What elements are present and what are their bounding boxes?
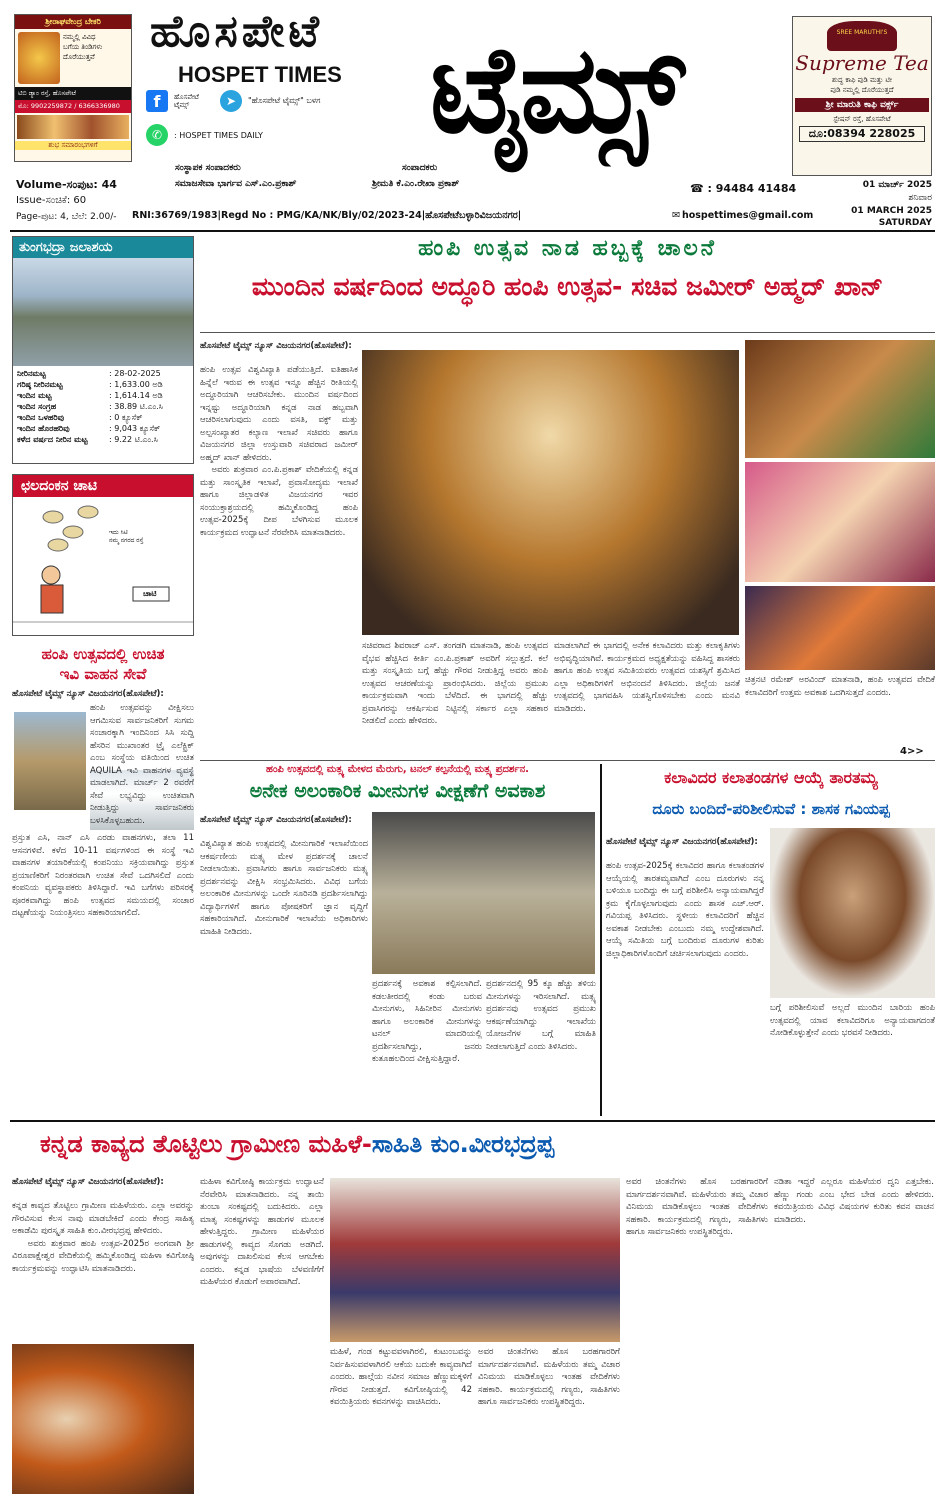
- dam-row: [17, 379, 189, 390]
- ad-right-line2: ಪುಡಿ ನಮ್ಮಲ್ಲಿ ದೊರೆಯುತ್ತದೆ: [830, 86, 894, 94]
- artist-headline: ದೂರು ಬಂದಿದೆ-ಪರಿಶೀಲಿಸುವೆ : ಶಾಸಕ ಗವಿಯಪ್ಪ: [652, 800, 890, 818]
- ad-left-phone: ಮೊ: 9902259872 / 6366336980: [15, 100, 131, 113]
- masthead-kannada: ಹೊಸಪೇಟೆ: [150, 6, 323, 57]
- cartoon-bubble-text: ಇದು ಸಿಟಿ ನಮ್ಮ ನಗರದ ರಸ್ತೆ: [109, 529, 144, 544]
- dam-row-label: ಇಂದಿನ ಒಳಹರಿವು: [17, 413, 65, 422]
- cartoon-box: [12, 474, 194, 636]
- dam-row-label: ಗರಿಷ್ಠ ನೀರಿನಮಟ್ಟ: [17, 380, 63, 389]
- date-kannada: 01 ಮಾರ್ಚ್ 2025: [862, 180, 932, 190]
- dam-row-label: ಇಂದಿನ ಸಂಗ್ರಹ: [17, 402, 57, 411]
- left-story-title1: ಹಂಪಿ ಉತ್ಸವದಲ್ಲಿ ಉಚಿತ: [41, 645, 165, 663]
- artist-byline: ಹೊಸಪೇಟೆ ಟೈಮ್ಸ್ ನ್ಯೂಸ್ ವಿಜಯನಗರ(ಹೊಸಪೇಟೆ):: [606, 837, 758, 847]
- fish-byline: ಹೊಸಪೇಟೆ ಟೈಮ್ಸ್ ನ್ಯೂಸ್ ವಿಜಯನಗರ(ಹೊಸಪೇಟೆ):: [200, 815, 352, 825]
- dam-row: [17, 412, 189, 423]
- day-english: SATURDAY: [878, 218, 932, 228]
- cakes-image: [17, 115, 129, 139]
- artist-text2: ಬಗ್ಗೆ ಪರಿಶೀಲಿಸುವೆ ಅಲ್ಲದೆ ಮುಂದಿನ ಬಾರಿಯ ಹಂಪಿ ಉತ್ಸವದಲ್ಲಿ ಯಾವ ಕಲಾವಿದರಿಗೂ ಅನ್ಯಾಯವಾಗದಂತೆ ನೋಡಿಕೊಳ್ಳುತ್ತೇನೆ ಎಂದು ಭರವಸೆ ನೀಡಿದರು.: [770, 1003, 938, 1038]
- fish-kicker: ಹಂಪಿ ಉತ್ಸವದಲ್ಲಿ ಮತ್ಸ್ಯ ಮೇಳದ ಮೆರುಗು, ಟನಲ್ ಕಲ್ಪನೆಯಲ್ಲಿ ಮತ್ಸ್ಯ ಪ್ರದರ್ಶನ.: [266, 764, 529, 775]
- poet-photo: [12, 1344, 194, 1494]
- bottom-headline: [40, 1130, 920, 1158]
- main-headline: ಮುಂದಿನ ವರ್ಷದಿಂದ ಅದ್ಧೂರಿ ಹಂಪಿ ಉತ್ಸವ- ಸಚಿವ ಜಮೀರ್ ಅಹ್ಮದ್ ಖಾನ್: [251, 272, 884, 301]
- deity-image: [18, 32, 60, 84]
- bottom-col4b: ಅವರ ಚಿಂತನೆಗಳು ಹೊಸ ಬರಹಗಾರರಿಗೆ ಮಾರ್ಗದರ್ಶನವಾಗಿವೆ. ಮಹಿಳೆಯರು ತಮ್ಮ ವಿಚಾರ ವಿನಿಮಯ ಮಾಡಿಕೊಳ್ಳಲು ಇಂತಹ ವೇದಿಕೆಗಳು ಸಹಕಾರಿ. ಕಾರ್ಯಕ್ರಮದಲ್ಲಿ ಗಣ್ಯರು, ಸಾಹಿತಿಗಳು ಹಾಗೂ ಸಾರ್ವಜನಿಕರು ಉಪಸ್ಥಿತರಿದ್ದರು.: [626, 1177, 771, 1237]
- bottom-col4: ಅವರ ಚಿಂತನೆಗಳು ಹೊಸ ಬರಹಗಾರರಿಗೆ ಮಾರ್ಗದರ್ಶನವಾಗಿವೆ. ಮಹಿಳೆಯರು ತಮ್ಮ ವಿಚಾರ ವಿನಿಮಯ ಮಾಡಿಕೊಳ್ಳಲು ಇಂತಹ ವೇದಿಕೆಗಳು ಸಹಕಾರಿ. ಕಾರ್ಯಕ್ರಮದಲ್ಲಿ ಗಣ್ಯರು, ಸಾಹಿತಿಗಳು ಹಾಗೂ ಸಾರ್ವಜನಿಕರು ಉಪಸ್ಥಿತರಿದ್ದರು.: [478, 1347, 623, 1407]
- ad-left-address: ಟಿಬಿ ಡ್ಯಾಂ ರಸ್ತೆ, ಹೊಸಪೇಟೆ: [15, 87, 131, 100]
- dam-row: [17, 423, 189, 434]
- masthead-english: HOSPET TIMES: [178, 62, 342, 87]
- ad-right-address: ಸ್ಟೇಷನ್ ರಸ್ತೆ, ಹೊಸಪೇಟೆ: [833, 115, 891, 123]
- performance-photo: [745, 586, 935, 670]
- left-story-byline: ಹೊಸಪೇಟೆ ಟೈಮ್ಸ್ ನ್ಯೂಸ್ ವಿಜಯನಗರ(ಹೊಸಪೇಟೆ):: [12, 689, 164, 699]
- dam-row-value: : 1,633.00 ಅಡಿ: [109, 380, 163, 389]
- bottom-col1: ಕನ್ನಡ ಕಾವ್ಯದ ತೊಟ್ಟಿಲು ಗ್ರಾಮೀಣ ಮಹಿಳೆಯರು. ಎಲ್ಲಾ ಅವರನ್ನು ಗೌರವಿಸುವ ಕೆಲಸ ನಾವು ಮಾಡಬೇಕಿದೆ ಎಂದು ಕೇಂದ್ರ ಸಾಹಿತ್ಯ ಅಕಾಡೆಮಿ ಪುರಸ್ಕೃತ ಸಾಹಿತಿ ಕುಂ.ವೀರಭದ್ರಪ್ಪ ಹೇಳಿದರು. ಅವರು ಶುಕ್ರವಾರ ಹಂಪಿ ಉತ್ಸವ-2025ರ ಅಂಗವಾಗಿ ಶ್ರೀ ವಿರೂಪಾಕ್ಷೇಶ್ವರ ವೇದಿಕೆಯಲ್ಲಿ ಹಮ್ಮಿಕೊಂಡಿದ್ದ ಮಹಿಳಾ ಕವಿಗೋಷ್ಠಿ ಕಾರ್ಯಕ್ರಮವನ್ನು ಉದ್ಘಾಟಿಸಿ ಮಾತನಾಡಿದರು.: [12, 1201, 194, 1274]
- dam-box: [12, 236, 194, 464]
- main-col1: ಹಂಪಿ ಉತ್ಸವ ವಿಶ್ವವಿಖ್ಯಾತಿ ಪಡೆಯುತ್ತಿದೆ. ಐತಿಹಾಸಿಕ ಹಿನ್ನೆಲೆ ಇರುವ ಈ ಉತ್ಸವ ಇನ್ನೂ ಹೆಚ್ಚಿನ ರೀತಿಯಲ್ಲಿ ಅದ್ಧೂರಿಯಾಗಿ ಆಚರಿಸಬೇಕು. ಮುಂದಿನ ವರ್ಷದಿಂದ ಇನ್ನಷ್ಟು ಅದ್ಧೂರಿಯಾಗಿ ಕನ್ನಡ ನಾಡ ಹಬ್ಬವಾಗಿ ಆಚರಿಸಲಾಗುವುದು ಎಂದು ವಸತಿ, ವಕ್ಫ್ ಮತ್ತು ಅಲ್ಪಸಂಖ್ಯಾತರ ಕಲ್ಯಾಣ ಇಲಾಖೆ ಸಚಿವರು ಹಾಗೂ ವಿಜಯನಗರ ಜಿಲ್ಲಾ ಉಸ್ತುವಾರಿ ಸಚಿವರಾದ ಜಮೀರ್ ಅಹ್ಮದ್ ಖಾನ್ ಹೇಳಿದರು. ಅವರು ಶುಕ್ರವಾರ ಎಂ.ಪಿ.ಪ್ರಕಾಶ್ ವೇದಿಕೆಯಲ್ಲಿ ಕನ್ನಡ ಮತ್ತು ಸಾಂಸ್ಕೃತಿಕ ಇಲಾಖೆ, ಪ್ರವಾಸೋದ್ಯಮ ಇಲಾಖೆ ಹಾಗೂ ಜಿಲ್ಲಾಡಳಿತ ವಿಜಯನಗರ ಇವರ ಸಂಯುಕ್ತಾಶ್ರಯದಲ್ಲಿ ಹಮ್ಮಿಕೊಂಡಿದ್ದ ಹಂಪಿ ಉತ್ಸವ-2025ಕ್ಕೆ ದೀಪ ಬೆಳಗಿಸುವ ಮೂಲಕ ಕಾರ್ಯಕ್ರಮದ ಉದ್ಘಾಟನೆ ನೆರವೇರಿಸಿ ಮಾತನಾಡಿದರು.: [200, 365, 358, 538]
- ad-left-title: ಶ್ರೀರಾಘವೇಂದ್ರ ಬೇಕರಿ: [15, 15, 131, 29]
- dam-photo: [13, 258, 193, 366]
- registration-line: RNI:36769/1983|Regd No : PMG/KA/NK/Bly/02/2023-24|ಹೊಸಪೇಟೆಬಳ್ಳಾರಿವಿಜಯನಗರ|: [132, 210, 522, 221]
- main-col2: ಸಚಿವರಾದ ಶಿವರಾಜ್ ಎಸ್. ತಂಗಡಗಿ ಮಾತನಾಡಿ, ಹಂಪಿ ಉತ್ಸವದ ವೈಭವ ಹೆಚ್ಚಿಸಿದ ಕೀರ್ತಿ ಎಂ.ಪಿ.ಪ್ರಕಾಶ್ ಅವರಿಗೆ ಸಲ್ಲುತ್ತದೆ. ಕಲೆ ಮತ್ತು ಸಂಸ್ಕೃತಿಯ ಬಗ್ಗೆ ಹೆಚ್ಚು ಗೌರವ ನೀಡುತ್ತಿದ್ದ ಅವರು ಹಂಪಿ ಉತ್ಸವದ ಆಚರಣೆಯನ್ನು ಪ್ರಾರಂಭಿಸಿದರು. ಜಿಲ್ಲೆಯ ಪ್ರಮುಖ ಕಾರ್ಯಕ್ರಮವಾಗಿ ಇಂದು ಬೆಳೆದಿದೆ. ಈ ಭಾಗದಲ್ಲಿ ಹೆಚ್ಚು ಪ್ರವಾಸಿಗರನ್ನು ಆಕರ್ಷಿಸುವ ನಿಟ್ಟಿನಲ್ಲಿ ಸರ್ಕಾರ ಎಲ್ಲಾ ಸಹಕಾರ ನೀಡಲಿದೆ ಎಂದು ಹೇಳಿದರು.: [362, 641, 551, 726]
- dam-row: [17, 390, 189, 401]
- telegram-icon[interactable]: ➤: [220, 90, 242, 112]
- dam-row-label: ಇಂದಿನ ಹೊರಹರಿವು: [17, 424, 70, 433]
- day-kannada: ಶನಿವಾರ: [908, 193, 932, 203]
- dam-title: ತುಂಗಭದ್ರಾ ಜಲಾಶಯ: [13, 237, 193, 258]
- ad-right-brand: SREE MARUTHI'S: [827, 21, 897, 51]
- date-english: 01 MARCH 2025: [851, 206, 932, 216]
- left-story-title2: ಇವಿ ವಾಹನ ಸೇವೆ: [59, 665, 147, 683]
- dam-row-label: ನೀರಿನಮಟ್ಟ: [17, 369, 46, 378]
- dam-row: [17, 434, 189, 445]
- mla-portrait: [770, 828, 935, 998]
- speaker-photo: [745, 340, 935, 458]
- ad-left-line2: ಬಗೆಯ ತಿಂಡಿಗಳು: [63, 43, 103, 51]
- email-line[interactable]: [672, 210, 813, 221]
- dignitaries-photo: [330, 1178, 620, 1342]
- bottom-rule: [10, 1120, 935, 1122]
- dam-row-value: : 0 ಕ್ಯೂಸೆಕ್: [109, 413, 143, 422]
- fish-headline: ಅನೇಕ ಅಲಂಕಾರಿಕ ಮೀನುಗಳ ವೀಕ್ಷಣೆಗೆ ಅವಕಾಶ: [249, 780, 546, 802]
- bottom-col3: ಮಹಿಳೆ, ಗಂಡ ಕಟ್ಟುವವಳಾಗಿರಲಿ, ಕುಟುಂಬವನ್ನು ನಿರ್ವಹಿಸುವವಳಾಗಿರಲಿ ಆಕೆಯ ಬದುಕೇ ಕಾವ್ಯವಾಗಿದೆ ಎಂದರು. ಹಾಲ್ಗೆಯ ನವೀನ ಸಮಾಜ ಹೆಣ್ಣುಮಕ್ಕಳಿಗೆ ಗೌರವ ನೀಡುತ್ತದೆ. ಕವಿಗೋಷ್ಠಿಯಲ್ಲಿ 42 ಕವಯಿತ್ರಿಯರು ಕವನಗಳನ್ನು ವಾಚಿಸಿದರು.: [330, 1347, 475, 1407]
- dam-row: [17, 401, 189, 412]
- artist-text1: ಹಂಪಿ ಉತ್ಸವ-2025ಕ್ಕೆ ಕಲಾವಿದರ ಹಾಗೂ ಕಲಾತಂಡಗಳ ಆಯ್ಕೆಯಲ್ಲಿ ತಾರತಮ್ಯವಾಗಿದೆ ಎಂಬ ದೂರುಗಳು ನನ್ನ ಬಳಿಯೂ ಬಂದಿದ್ದು ಈ ಬಗ್ಗೆ ಪರಿಶೀಲಿಸಿ ಅನ್ಯಾಯವಾಗಿದ್ದರೆ ಕ್ರಮ ಕೈಗೊಳ್ಳಲಾಗುವುದು ಎಂದು ಶಾಸಕ ಎಚ್.ಆರ್. ಗವಿಯಪ್ಪ ತಿಳಿಸಿದರು. ಸ್ಥಳೀಯ ಕಲಾವಿದರಿಗೆ ಹೆಚ್ಚಿನ ಅವಕಾಶ ನೀಡಬೇಕು ಎಂಬುದು ನಮ್ಮ ಉದ್ದೇಶವಾಗಿದೆ. ಆಯ್ಕೆ ಸಮಿತಿಯ ಬಗ್ಗೆ ಬಂದಿರುವ ದೂರುಗಳ ಕುರಿತು ಜಿಲ್ಲಾಧಿಕಾರಿಗಳೊಂದಿಗೆ ಚರ್ಚಿಸಲಾಗುವುದು ಎಂದರು.: [606, 861, 767, 959]
- dam-row-value: : 28-02-2025: [109, 369, 161, 378]
- telegram-label: "ಹೊಸಪೇಟೆ ಟೈಮ್ಸ್" ಬಳಗ: [248, 96, 321, 105]
- whatsapp-label: : HOSPET TIMES DAILY: [174, 130, 263, 140]
- bottom-col5: ನಡಿತಾ ಇದ್ದರೆ ಎಲ್ಲರೂ ಮಹಿಳೆಯರ ದ್ವನಿ ಎತ್ತಬೇಕು. ಹೆಣ್ಣು ಗಂಡು ಎಂಬ ಭೇದ ಬೇಡ ಎಂದು ಹೇಳಿದರು. ಕವಯಿತ್ರಿಯರು ವಿವಿಧ ವಿಷಯಗಳ ಕುರಿತು ಕವನ ವಾಚನ ಮಾಡಿದರು.: [774, 1177, 937, 1225]
- ad-left-line1: ನಮ್ಮಲ್ಲಿ ವಿವಿಧ: [63, 33, 96, 41]
- whatsapp-row: [146, 124, 263, 146]
- artist-kicker: ಕಲಾವಿದರ ಕಲಾತಂಡಗಳ ಆಯ್ಕೆ ತಾರತಮ್ಯ: [664, 768, 878, 787]
- ad-left-tagline: ಶುಭ ಸಮಾರಂಭಗಳಿಗೆ: [15, 141, 131, 150]
- cartoon-title: ಛಲದಂಕನ ಚಾಟಿ: [13, 475, 193, 497]
- dam-row: [17, 368, 189, 379]
- ad-left-bakery: [14, 14, 132, 162]
- left-story-text2: ಪ್ರಸ್ತುತ ಎಸಿ, ನಾನ್ ಎಸಿ ಎರಡು ವಾಹನಗಳು, ತಲಾ 11 ಆಸನಗಳಿವೆ. ಕಳೆದ 10-11 ವರ್ಷಗಳಿಂದ ಈ ಸಂಸ್ಥೆ ಇವಿ ವಾಹನಗಳ ತಯಾರಿಕೆಯಲ್ಲಿ ಕಂಪನಿಯು ಸಕ್ರಿಯವಾಗಿದ್ದು ಪ್ರಸ್ತುತ ಪ್ರಯಾಣಿಕರಿಗೆ ನಿರಂತರವಾಗಿ ಉಚಿತ ಸೇವೆ ಒದಗಿಸಲಿದೆ ಎಂದು ಕಂಪನಿಯ ವ್ಯವಸ್ಥಾಪಕರು ತಿಳಿಸಿದ್ದಾರೆ. ಇವಿ ಬಗೆಗಳು ಪರಿಸರಕ್ಕೆ ಪೂರಕವಾಗಿದ್ದು ಹಂಪಿ ಉತ್ಸವದ ಸಮಯದಲ್ಲಿ ಸಂಚಾರ ದಟ್ಟಣೆಯನ್ನು ನಿಯಂತ್ರಿಸಲು ಸಹಕಾರಿಯಾಗಲಿದೆ.: [12, 833, 197, 918]
- main-caption: ಚಿತ್ರನಟಿ ರಮೇಶ್ ಅರವಿಂದ್ ಮಾತನಾಡಿ, ಹಂಪಿ ಉತ್ಸವದ ವೇದಿಕೆ ಕಲಾವಿದರಿಗೆ ಉತ್ತಮ ಅವಕಾಶ ಒದಗಿಸುತ್ತದೆ ಎಂದರು.: [745, 675, 938, 698]
- dam-row-label: ಕಳೆದ ವರ್ಷದ ನೀರಿನ ಮಟ್ಟ: [17, 435, 88, 444]
- page-price-label: Page-ಪುಟ: 4, ಬೆಲೆ: 2.00/-: [16, 212, 117, 222]
- fish-exhibit-photo: [372, 812, 595, 974]
- ad-right-tea: [792, 16, 932, 176]
- masthead-times: ಟೈಮ್ಸ್: [430, 19, 679, 160]
- left-story-headline: [12, 644, 194, 684]
- main-kicker: ಹಂಪಿ ಉತ್ಸವ ನಾಡ ಹಬ್ಬಕ್ಕೆ ಚಾಲನೆ: [418, 236, 717, 261]
- column-divider: [600, 764, 602, 1116]
- dam-row-value: : 9,043 ಕ್ಯೂಸೆಕ್: [109, 424, 161, 433]
- dam-row-value: : 9.22 ಟಿ.ಎಂ.ಸಿ: [109, 435, 158, 444]
- facebook-icon[interactable]: f: [146, 90, 168, 112]
- dam-row-label: ಇಂದಿನ ಮಟ್ಟ: [17, 391, 52, 400]
- left-story-text1: ಹಂಪಿ ಉತ್ಸವವನ್ನು ವೀಕ್ಷಿಸಲು ಆಗಮಿಸುವ ಸಾರ್ವಜನಿಕರಿಗೆ ಸುಗಮ ಸಂಚಾರಕ್ಕಾಗಿ ಇಂದಿನಿಂದ ಸಿಸಿ ಸುದ್ದಿ ಹೆಸರಿನ ಮುಖಾಂತರ ಟ್ರೈ ಎಲೆಕ್ಟ್ರಿಕ್ ಎಂಬ ಸಂಸ್ಥೆಯ ವತಿಯಿಂದ ಉಚಿತ AQUILA ಇವಿ ವಾಹನಗಳ ವ್ಯವಸ್ಥೆ ಮಾಡಲಾಗಿದೆ. ಮಾರ್ಚ್ 2 ರವರೆಗೆ ಸೇವೆ ಲಭ್ಯವಿದ್ದು ಉಚಿತವಾಗಿ ನೀಡುತ್ತಿದ್ದು ಸಾರ್ವಜನಿಕರು ಬಳಸಿಕೊಳ್ಳಬಹುದು.: [90, 703, 197, 826]
- bottom-headline-b: ಸಾಹಿತಿ ಕುಂ.ವೀರಭದ್ರಪ್ಪ: [371, 1130, 555, 1158]
- main-byline: ಹೊಸಪೇಟೆ ಟೈಮ್ಸ್ ನ್ಯೂಸ್ ವಿಜಯನಗರ(ಹೊಸಪೇಟೆ):: [200, 341, 352, 351]
- fish-col1: ವಿಶ್ವವಿಖ್ಯಾತ ಹಂಪಿ ಉತ್ಸವದಲ್ಲಿ ಮೀನುಗಾರಿಕೆ ಇಲಾಖೆಯಿಂದ ಆಕರ್ಷಣೀಯ ಮತ್ಸ್ಯ ಮೇಳ ಪ್ರದರ್ಶನಕ್ಕೆ ಚಾಲನೆ ನೀಡಲಾಯಿತು. ಪ್ರವಾಸಿಗರು ಹಾಗೂ ಸಾರ್ವಜನಿಕರು ಮತ್ಸ್ಯ ಪ್ರದರ್ಶನವನ್ನು ವೀಕ್ಷಿಸಿ ಸಂಭ್ರಮಿಸಿದರು. ವಿವಿಧ ಬಗೆಯ ಅಲಂಕಾರಿಕ ಮೀನುಗಳನ್ನು ಒಂದೇ ಸೂರಿನಡಿ ಪ್ರದರ್ಶಿಸಲಾಗಿದ್ದು ವಿದ್ಯಾರ್ಥಿಗಳಿಗೆ ಹಾಗೂ ಪೋಷಕರಿಗೆ ಜ್ಞಾನ ವೃದ್ಧಿಗೆ ಸಹಕಾರಿಯಾಗಿದೆ. ಮೀನುಗಾರಿಕೆ ಇಲಾಖೆಯ ಅಧಿಕಾರಿಗಳು ಮಾಹಿತಿ ನೀಡಿದರು.: [200, 839, 371, 937]
- editor-name: ಶ್ರೀಮತಿ ಕೆ.ಎಂ.ರೇಖಾ ಪ್ರಕಾಶ್: [372, 179, 460, 189]
- founder-name: ಸಮಾಜಸೇವಾ ಭಾರ್ಗವ ಎಸ್.ಎಂ.ಪ್ರಕಾಶ್: [175, 179, 297, 189]
- volume-label: Volume-ಸಂಪುಟ: 44: [16, 178, 117, 191]
- editor-label: ಸಂಪಾದಕರು: [402, 163, 438, 173]
- bottom-col2: ಮಹಿಳಾ ಕವಿಗೋಷ್ಠಿ ಕಾರ್ಯಕ್ರಮ ಉದ್ಘಾಟನೆ ನೆರವೇರಿಸಿ ಮಾತನಾಡಿದರು. ನನ್ನ ತಾಯಿ ತುಂಬಾ ಸಂಕಷ್ಟದಲ್ಲಿ ಬದುಕಿದರು. ಎಲ್ಲಾ ಮಾತೃ ಸಂಕಷ್ಟಗಳನ್ನು ಹಾಡುಗಳ ಮೂಲಕ ಹೇಳುತ್ತಿದ್ದರು. ಗ್ರಾಮೀಣ ಮಹಿಳೆಯರ ಹಾಡುಗಳಲ್ಲಿ ಕಾವ್ಯದ ಸೊಗಡು ಅಡಗಿದೆ. ಅವುಗಳನ್ನು ದಾಖಲಿಸುವ ಕೆಲಸ ಆಗಬೇಕು ಎಂದರು. ಕನ್ನಡ ಭಾಷೆಯ ಬೆಳವಣಿಗೆಗೆ ಮಹಿಳೆಯರ ಕೊಡುಗೆ ಅಪಾರವಾಗಿದೆ.: [200, 1177, 327, 1287]
- dam-table: [13, 366, 193, 447]
- bottom-byline: ಹೊಸಪೇಟೆ ಟೈಮ್ಸ್ ನ್ಯೂಸ್ ವಿಜಯನಗರ(ಹೊಸಪೇಟೆ):: [12, 1177, 164, 1187]
- issue-label: Issue-ಸಂಚಿಕೆ: 60: [16, 195, 87, 206]
- ad-left-line3: ದೊರೆಯುತ್ತವೆ: [63, 53, 95, 61]
- header-phone: ☎ : 94484 41484: [690, 182, 797, 195]
- mail-icon: ✉: [672, 210, 680, 221]
- temple-photo: [14, 712, 86, 810]
- ad-right-product: Supreme Tea: [795, 51, 929, 75]
- dam-row-value: : 1,614.14 ಅಡಿ: [109, 391, 163, 400]
- main-rule: [200, 332, 935, 333]
- dam-row-value: : 38.89 ಟಿ.ಎಂ.ಸಿ: [109, 402, 163, 411]
- main-event-photo: [362, 350, 739, 635]
- ad-right-line1: ಶುದ್ಧ ಕಾಫಿ ಪುಡಿ ಮತ್ತು ಟೀ: [831, 76, 893, 84]
- ad-right-phone: ದೂ:08394 228025: [799, 126, 925, 142]
- email-text[interactable]: hospettimes@gmail.com: [681, 210, 814, 221]
- whatsapp-icon[interactable]: ✆: [146, 124, 168, 146]
- main-bottom-rule: [200, 760, 935, 761]
- fish-col2: ಪ್ರದರ್ಶನಕ್ಕೆ ಅವಕಾಶ ಕಲ್ಪಿಸಲಾಗಿದೆ. ಕಡಲತೀರದಲ್ಲಿ ಕಂಡು ಬರುವ ಮೀನುಗಳು, ಸಿಹಿನೀರಿನ ಮೀನುಗಳು ಹಾಗೂ ಅಲಂಕಾರಿಕ ಮೀನುಗಳನ್ನು ಟನಲ್ ಮಾದರಿಯಲ್ಲಿ ಪ್ರದರ್ಶಿಸಲಾಗಿದ್ದು, ಜನರು ಕುತೂಹಲದಿಂದ ವೀಕ್ಷಿಸುತ್ತಿದ್ದಾರೆ.: [372, 979, 485, 1064]
- facebook-label: ಹೊಸಪೇಟೆ ಟೈಮ್ಸ್: [174, 93, 199, 109]
- cartoon-sign-text: ಚಾಟಿ: [143, 589, 157, 598]
- singers-photo: [745, 462, 935, 582]
- cartoon-illustration: [13, 497, 193, 631]
- bottom-headline-a: ಕನ್ನಡ ಕಾವ್ಯದ ತೊಟ್ಟಿಲು ಗ್ರಾಮೀಣ ಮಹಿಳೆ-: [40, 1130, 372, 1158]
- founder-label: ಸಂಸ್ಥಾಪಕ ಸಂಪಾದಕರು: [175, 163, 241, 173]
- social-row: [146, 90, 320, 112]
- main-col3: ಮಾಡಲಾಗಿದೆ ಈ ಭಾಗದಲ್ಲಿ ಅನೇಕ ಕಲಾವಿದರು ಮತ್ತು ಕಲಾಕೃತಿಗಳು ಅಭಿವೃದ್ಧಿಯಾಗಿವೆ. ಕಾರ್ಯಕ್ರಮದ ಅಧ್ಯಕ್ಷತೆಯನ್ನು ವಹಿಸಿದ್ದ ಶಾಸಕರು ಹಾಗೂ ಹಂಪಿ ಉತ್ಸವ ಸಮಿತಿಯವರು ಉತ್ಸವದ ಯಶಸ್ಸಿಗೆ ಶ್ರಮಿಸಿದ ಎಲ್ಲಾ ಅಧಿಕಾರಿಗಳಿಗೆ ಅಭಿನಂದನೆ ತಿಳಿಸಿದರು. ಜಿಲ್ಲೆಯ ಜನತೆ ಉತ್ಸವದಲ್ಲಿ ಭಾಗವಹಿಸಿ ಯಶಸ್ವಿಗೊಳಿಸಬೇಕು ಎಂದು ಮನವಿ ಮಾಡಿದರು.: [554, 641, 743, 714]
- main-continued[interactable]: 4>>: [900, 746, 924, 757]
- fish-col3: ಪ್ರದರ್ಶನದಲ್ಲಿ 95 ಕ್ಕೂ ಹೆಚ್ಚು ತಳಿಯ ಮೀನುಗಳನ್ನು ಇರಿಸಲಾಗಿದೆ. ಮತ್ಸ್ಯ ಪ್ರದರ್ಶನವು ಉತ್ಸವದ ಪ್ರಮುಖ ಆಕರ್ಷಣೆಯಾಗಿದ್ದು ಇಲಾಖೆಯ ಯೋಜನೆಗಳ ಬಗ್ಗೆ ಮಾಹಿತಿ ನೀಡಲಾಗುತ್ತಿದೆ ಎಂದು ತಿಳಿಸಿದರು.: [486, 979, 599, 1052]
- ad-right-shop: ಶ್ರೀ ಮಾರುತಿ ಕಾಫಿ ವರ್ಕ್ಸ್: [795, 98, 929, 112]
- header-rule: [10, 230, 935, 232]
